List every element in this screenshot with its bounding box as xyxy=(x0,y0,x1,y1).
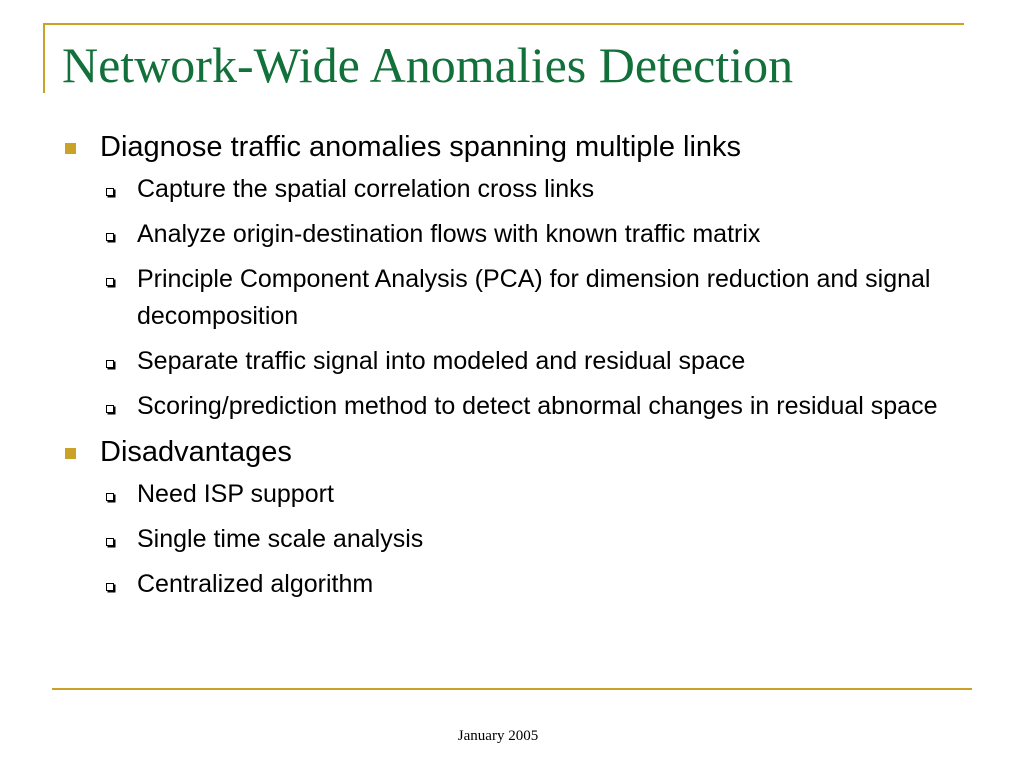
hollow-box-bullet-icon xyxy=(106,188,114,196)
sub-bullet-text: Need ISP support xyxy=(137,480,334,508)
footer-date: January 2005 xyxy=(457,728,539,744)
bullet-text: Disadvantages xyxy=(100,436,292,468)
hollow-box-bullet-icon xyxy=(106,493,114,501)
slide-content xyxy=(60,128,960,611)
sub-bullet-spatial-correlation xyxy=(100,171,960,208)
sub-bullet-separate-signal xyxy=(100,343,960,380)
bullet-disadvantages xyxy=(60,433,960,471)
bullet-text: Diagnose traffic anomalies spanning multiple links xyxy=(100,131,742,163)
sub-bullet-centralized xyxy=(100,566,960,603)
sub-bullet-text: Analyze origin-destination flows with known traffic matrix xyxy=(137,220,761,248)
sub-bullet-single-time-scale xyxy=(100,521,960,558)
slide-title: Network-Wide Anomalies Detection xyxy=(62,37,794,93)
sub-bullet-scoring xyxy=(100,388,960,425)
title-frame-top-line xyxy=(43,23,964,25)
sub-bullet-text: Capture the spatial correlation cross links xyxy=(137,175,595,203)
hollow-box-bullet-icon xyxy=(106,278,114,286)
footer-divider xyxy=(52,688,972,690)
sub-bullet-isp-support xyxy=(100,476,960,513)
sub-bullet-text: Centralized algorithm xyxy=(137,570,374,598)
sub-list-diagnose xyxy=(100,171,960,425)
sub-bullet-od-flows xyxy=(100,216,960,253)
hollow-box-bullet-icon xyxy=(106,405,114,413)
sub-list-disadvantages xyxy=(100,476,960,603)
sub-bullet-pca xyxy=(100,261,960,335)
sub-bullet-text: Single time scale analysis xyxy=(137,525,424,553)
sub-bullet-text: Scoring/prediction method to detect abnormal changes in residual space xyxy=(137,392,938,420)
hollow-box-bullet-icon xyxy=(106,583,114,591)
hollow-box-bullet-icon xyxy=(106,538,114,546)
title-frame-left-line xyxy=(43,23,45,93)
hollow-box-bullet-icon xyxy=(106,233,114,241)
square-bullet-icon xyxy=(65,448,76,459)
hollow-box-bullet-icon xyxy=(106,360,114,368)
sub-bullet-text: Principle Component Analysis (PCA) for dimension reduction and signal decomposition xyxy=(137,265,931,330)
sub-bullet-text: Separate traffic signal into modeled and residual space xyxy=(137,347,746,375)
square-bullet-icon xyxy=(65,143,76,154)
bullet-diagnose xyxy=(60,128,960,166)
